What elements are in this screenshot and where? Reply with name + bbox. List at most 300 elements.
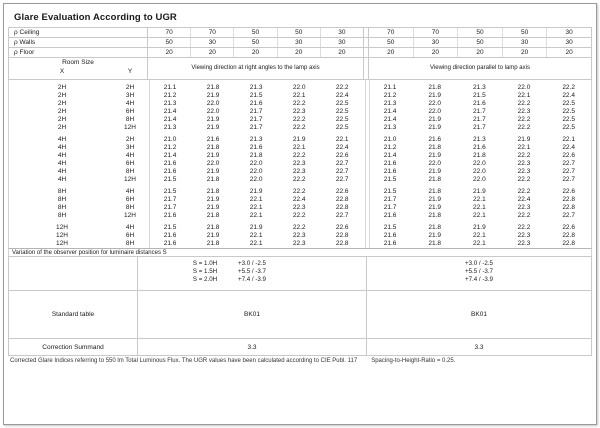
- reflectance-value: 20: [148, 48, 191, 57]
- room-size-x: 2H: [57, 124, 67, 131]
- ugr-values-right: [368, 240, 591, 248]
- ugr-value: 22.2: [292, 124, 306, 131]
- correction-summand-row: [8, 338, 592, 356]
- variation-label-cell: [9, 257, 138, 290]
- ugr-row: [9, 144, 591, 152]
- reflectance-values-left: [148, 38, 364, 47]
- ugr-values-left: [149, 196, 364, 204]
- ugr-value: 21.6: [473, 100, 486, 107]
- ugr-value: 21.8: [206, 176, 220, 183]
- ugr-row-roomsize: [9, 100, 149, 108]
- standard-table-label: Standard table: [9, 291, 138, 338]
- ugr-value: 22.0: [249, 168, 263, 175]
- ugr-row: [9, 232, 591, 240]
- ugr-value: 22.0: [428, 100, 442, 107]
- ugr-value: 21.9: [206, 168, 220, 175]
- reflectance-value: 20: [338, 49, 346, 56]
- ugr-row: [9, 152, 591, 160]
- variation-s-label: S = 1.0H: [192, 260, 218, 267]
- ugr-value: 21.6: [249, 100, 263, 107]
- variation-line: [138, 260, 366, 268]
- ugr-values-left: [149, 176, 364, 184]
- ugr-value: 22.0: [206, 100, 220, 107]
- ugr-value: 21.9: [249, 188, 263, 195]
- room-size-x: 8H: [57, 212, 67, 219]
- room-size-x: 4H: [57, 160, 67, 167]
- ugr-value: 22.8: [335, 204, 349, 211]
- ugr-value: 21.8: [428, 188, 442, 195]
- ugr-value: 22.0: [249, 160, 263, 167]
- ugr-value: 21.9: [428, 196, 442, 203]
- ugr-row-roomsize: [9, 212, 149, 220]
- ugr-value: 21.4: [383, 152, 397, 159]
- ugr-value: 21.4: [383, 116, 397, 123]
- reflectance-value: 20: [503, 48, 548, 57]
- ugr-values-right: [368, 232, 591, 240]
- ugr-values-left: [149, 124, 364, 132]
- ugr-value: 21.3: [383, 124, 397, 131]
- reflectance-value: 20: [565, 49, 573, 56]
- ugr-value: 21.4: [163, 152, 177, 159]
- ugr-value: 22.5: [335, 108, 349, 115]
- ugr-row-roomsize: [9, 160, 149, 168]
- reflectance-value: 50: [148, 38, 191, 47]
- ugr-value: 22.1: [562, 136, 575, 143]
- ugr-value: 22.2: [517, 116, 531, 123]
- ugr-row: [9, 168, 591, 176]
- room-size-x: 2H: [57, 100, 67, 107]
- ugr-values-right: [368, 108, 591, 116]
- ugr-value: 22.7: [335, 212, 349, 219]
- ugr-value: 21.5: [163, 176, 177, 183]
- ugr-value: 22.6: [335, 224, 349, 231]
- ugr-value: 22.1: [473, 196, 486, 203]
- ugr-value: 21.9: [428, 232, 442, 239]
- ugr-value: 21.8: [206, 144, 220, 151]
- ugr-value: 22.3: [292, 204, 306, 211]
- ugr-values-right: [368, 136, 591, 144]
- variation-header-row: [8, 248, 592, 256]
- ugr-value: 21.6: [383, 168, 397, 175]
- ugr-value: 22.1: [249, 240, 263, 247]
- ugr-value: 21.7: [473, 124, 486, 131]
- ugr-value: 22.7: [335, 168, 349, 175]
- room-size-x: 2H: [57, 108, 67, 115]
- room-size-x: 8H: [57, 188, 67, 195]
- ugr-value: 21.9: [428, 168, 442, 175]
- ugr-value: 21.6: [383, 160, 397, 167]
- ugr-value: 21.1: [163, 84, 177, 91]
- ugr-value: 22.0: [517, 84, 531, 91]
- ugr-value: 22.7: [335, 176, 349, 183]
- room-size-y: 4H: [125, 152, 135, 159]
- ugr-value: 21.8: [206, 212, 220, 219]
- room-size-x: 4H: [57, 144, 67, 151]
- reflectance-value: 20: [414, 48, 459, 57]
- ugr-row-roomsize: [9, 196, 149, 204]
- reflectance-values-right: [368, 38, 592, 47]
- ugr-values-left: [149, 168, 364, 176]
- ugr-values-left: [149, 160, 364, 168]
- ugr-value: 21.9: [473, 224, 486, 231]
- ugr-value: 21.2: [163, 144, 177, 151]
- variation-line: [138, 276, 366, 284]
- ugr-value: 21.6: [383, 232, 397, 239]
- ugr-value: 21.9: [292, 136, 306, 143]
- ugr-value: 22.7: [562, 176, 575, 183]
- room-size-x: 12H: [56, 232, 68, 239]
- ugr-values-left: [149, 116, 364, 124]
- variation-title: Variation of the observer position for luminaire distances S: [12, 250, 167, 256]
- ugr-values-right: [368, 152, 591, 160]
- ugr-value: 21.6: [473, 144, 486, 151]
- room-size-x: 12H: [56, 240, 68, 247]
- ugr-values-right: [368, 92, 591, 100]
- ugr-value: 22.7: [562, 212, 575, 219]
- ugr-value: 22.0: [249, 176, 263, 183]
- ugr-value: 21.9: [206, 196, 220, 203]
- room-size-x: 4H: [57, 152, 67, 159]
- ugr-values-left: [149, 224, 364, 232]
- ugr-value: 22.1: [249, 196, 263, 203]
- ugr-row-roomsize: [9, 108, 149, 116]
- reflectance-value: 50: [369, 38, 414, 47]
- variation-s-label: S = 2.0H: [192, 276, 218, 283]
- ugr-values-right: [368, 160, 591, 168]
- ugr-value: 21.8: [206, 188, 220, 195]
- ugr-values-right: [368, 144, 591, 152]
- ugr-value: 22.8: [562, 232, 575, 239]
- ugr-value: 21.8: [428, 144, 442, 151]
- room-size-y: 4H: [125, 188, 135, 195]
- ugr-value: 21.9: [473, 188, 486, 195]
- ugr-value: 21.9: [517, 136, 531, 143]
- room-size-x: 2H: [57, 92, 67, 99]
- ugr-value: 22.2: [517, 152, 531, 159]
- room-size-y: 4H: [125, 100, 135, 107]
- room-size-x: 8H: [57, 196, 67, 203]
- variation-right-value: +3.0 / -2.5: [464, 260, 494, 267]
- ugr-value: 22.0: [473, 168, 486, 175]
- room-size-y: 6H: [125, 232, 135, 239]
- room-size-y: 4H: [125, 224, 135, 231]
- ugr-value: 22.0: [206, 160, 220, 167]
- ugr-values-left: [149, 152, 364, 160]
- reflectance-value: 20: [278, 48, 321, 57]
- ugr-value: 22.6: [562, 188, 575, 195]
- ugr-value: 21.6: [249, 144, 263, 151]
- ugr-values-left: [149, 232, 364, 240]
- ugr-value: 22.1: [335, 136, 349, 143]
- ugr-value: 22.3: [517, 160, 531, 167]
- ugr-value: 22.2: [292, 152, 306, 159]
- ugr-value: 21.6: [163, 160, 177, 167]
- variation-left-value: +5.5 / -3.7: [237, 268, 267, 275]
- ugr-value: 22.4: [335, 92, 349, 99]
- ugr-row-roomsize: [9, 224, 149, 232]
- ugr-value: 22.2: [292, 224, 306, 231]
- room-size-y: 8H: [125, 168, 135, 175]
- ugr-values-right: [368, 224, 591, 232]
- ugr-value: 21.5: [473, 92, 486, 99]
- ugr-value: 22.2: [517, 124, 531, 131]
- footer-note: [8, 358, 592, 364]
- ugr-value: 22.3: [292, 160, 306, 167]
- room-size-x: 2H: [57, 116, 67, 123]
- ugr-value: 21.2: [383, 144, 397, 151]
- table-header: [8, 57, 592, 80]
- ugr-value: 21.9: [428, 92, 442, 99]
- reflectance-value: 30: [338, 39, 346, 46]
- ugr-row: [9, 92, 591, 100]
- reflectance-value: 30: [565, 39, 573, 46]
- ugr-value: 21.5: [163, 224, 177, 231]
- ugr-value: 22.2: [562, 84, 575, 91]
- ugr-values-left: [149, 212, 364, 220]
- ugr-values-left: [149, 188, 364, 196]
- ugr-value: 22.1: [292, 92, 306, 99]
- ugr-value: 21.9: [428, 204, 442, 211]
- ugr-row: [9, 204, 591, 212]
- reflectance-row: [8, 38, 592, 48]
- ugr-value: 21.4: [383, 108, 397, 115]
- ugr-value: 21.9: [206, 204, 220, 211]
- ugr-value: 22.3: [517, 204, 531, 211]
- ugr-value: 22.3: [292, 240, 306, 247]
- reflectance-values-right: [368, 28, 592, 37]
- variation-line: [138, 268, 366, 276]
- variation-left-cell: [138, 257, 367, 290]
- ugr-values-right: [368, 116, 591, 124]
- ugr-value: 22.0: [206, 108, 220, 115]
- reflectance-row: [8, 28, 592, 38]
- reflectance-row-label: ρ Walls: [8, 38, 148, 47]
- ugr-value: 21.6: [206, 136, 220, 143]
- ugr-values-right: [368, 176, 591, 184]
- ugr-value: 22.3: [517, 240, 531, 247]
- correction-summand-right-value: 3.3: [474, 343, 484, 351]
- reflectance-values-left: [148, 48, 364, 57]
- ugr-value: 21.3: [473, 84, 486, 91]
- ugr-value: 21.8: [428, 224, 442, 231]
- ugr-value: 21.2: [383, 92, 397, 99]
- ugr-value: 22.4: [292, 196, 306, 203]
- ugr-value: 22.2: [517, 100, 531, 107]
- room-size-x: 12H: [56, 224, 68, 231]
- ugr-value: 22.3: [517, 108, 531, 115]
- ugr-value: 21.9: [206, 92, 220, 99]
- ugr-value: 22.6: [335, 188, 349, 195]
- ugr-value: 21.5: [383, 188, 397, 195]
- room-size-y: 12H: [124, 212, 136, 219]
- footer-shr: Spacing-to-Height-Ratio = 0.25.: [371, 358, 456, 364]
- ugr-row-roomsize: [9, 144, 149, 152]
- ugr-values-right: [368, 188, 591, 196]
- ugr-value: 21.7: [473, 116, 486, 123]
- ugr-row: [9, 136, 591, 144]
- ugr-value: 21.5: [249, 92, 263, 99]
- ugr-value: 22.0: [473, 160, 486, 167]
- correction-summand-left-value: 3.3: [138, 339, 367, 355]
- ugr-value: 22.3: [517, 232, 531, 239]
- ugr-value: 21.7: [249, 108, 263, 115]
- ugr-values-right: [368, 212, 591, 220]
- room-size-y: 2H: [125, 136, 135, 143]
- ugr-value: 22.6: [562, 152, 575, 159]
- ugr-value: 21.3: [249, 84, 263, 91]
- room-size-y: 3H: [125, 92, 135, 99]
- viewing-direction-left-header: Viewing direction at right angles to the lamp axis: [148, 57, 364, 79]
- ugr-value: 22.5: [335, 100, 349, 107]
- ugr-row-roomsize: [9, 116, 149, 124]
- reflectance-value: 30: [191, 38, 234, 47]
- ugr-values-left: [149, 204, 364, 212]
- ugr-value: 22.1: [473, 204, 486, 211]
- ugr-row-roomsize: [9, 84, 149, 92]
- reflectance-value: 50: [234, 28, 277, 37]
- ugr-value: 21.9: [428, 124, 442, 131]
- ugr-value: 21.8: [428, 240, 442, 247]
- room-size-header-cell: [8, 57, 148, 79]
- ugr-value: 21.7: [473, 108, 486, 115]
- room-size-y: 6H: [125, 160, 135, 167]
- report-page: [3, 3, 597, 425]
- ugr-row-roomsize: [9, 188, 149, 196]
- ugr-value: 22.5: [335, 124, 349, 131]
- room-size-y: 8H: [125, 116, 135, 123]
- ugr-values-right: [368, 204, 591, 212]
- ugr-row: [9, 224, 591, 232]
- viewing-direction-right-header: Viewing direction parallel to lamp axis: [368, 57, 592, 79]
- grid-line-vertical: [149, 80, 150, 248]
- room-size-y: 6H: [125, 196, 135, 203]
- reflectance-value: 50: [234, 38, 277, 47]
- ugr-row: [9, 212, 591, 220]
- ugr-value: 22.7: [562, 168, 575, 175]
- ugr-value: 22.3: [292, 232, 306, 239]
- ugr-value: 21.8: [206, 224, 220, 231]
- ugr-value: 21.8: [206, 84, 220, 91]
- ugr-value: 21.6: [383, 212, 397, 219]
- ugr-value: 21.9: [206, 232, 220, 239]
- ugr-row: [9, 240, 591, 248]
- ugr-value: 22.3: [517, 168, 531, 175]
- ugr-row: [9, 196, 591, 204]
- ugr-value: 22.1: [249, 212, 263, 219]
- ugr-value: 21.8: [428, 176, 442, 183]
- ugr-value: 22.2: [335, 84, 349, 91]
- ugr-value: 22.2: [517, 212, 531, 219]
- ugr-row: [9, 116, 591, 124]
- ugr-value: 22.4: [562, 92, 575, 99]
- reflectance-value: 20: [369, 48, 414, 57]
- ugr-row: [9, 108, 591, 116]
- reflectance-values-left: [148, 28, 364, 37]
- room-size-y: 8H: [125, 240, 135, 247]
- reflectance-value: 50: [458, 38, 503, 47]
- ugr-row-roomsize: [9, 176, 149, 184]
- room-size-y: 3H: [125, 144, 135, 151]
- ugr-value: 22.3: [292, 168, 306, 175]
- ugr-value: 21.6: [163, 240, 177, 247]
- variation-s-label: S = 1.5H: [192, 268, 218, 275]
- ugr-value: 21.4: [163, 108, 177, 115]
- ugr-value: 21.4: [163, 116, 177, 123]
- reflectance-values-right: [368, 48, 592, 57]
- ugr-value: 22.5: [562, 116, 575, 123]
- standard-table-right-value: BK01: [471, 311, 487, 318]
- ugr-value: 22.0: [428, 160, 442, 167]
- ugr-value: 22.2: [517, 176, 531, 183]
- reflectance-value: 20: [191, 48, 234, 57]
- ugr-value: 21.3: [249, 136, 263, 143]
- ugr-value: 21.6: [163, 232, 177, 239]
- standard-table-left-value: BK01: [138, 291, 367, 338]
- page-title: Glare Evaluation According to UGR: [14, 12, 177, 23]
- ugr-value: 21.6: [428, 136, 442, 143]
- ugr-value: 22.2: [517, 224, 531, 231]
- ugr-value: 22.3: [292, 108, 306, 115]
- ugr-value: 22.6: [562, 224, 575, 231]
- ugr-value: 22.0: [473, 176, 486, 183]
- ugr-value: 22.1: [249, 204, 263, 211]
- ugr-value: 21.5: [383, 224, 397, 231]
- ugr-row: [9, 160, 591, 168]
- ugr-value: 21.6: [163, 212, 177, 219]
- ugr-value: 21.8: [428, 212, 442, 219]
- ugr-value: 21.8: [249, 152, 263, 159]
- ugr-values-right: [368, 196, 591, 204]
- ugr-value: 22.6: [335, 152, 349, 159]
- ugr-value: 21.5: [163, 188, 177, 195]
- ugr-values-left: [149, 240, 364, 248]
- ugr-value: 21.7: [163, 204, 177, 211]
- ugr-value: 22.5: [562, 100, 575, 107]
- grid-line-vertical: [365, 80, 366, 248]
- ugr-row-roomsize: [9, 232, 149, 240]
- ugr-row: [9, 188, 591, 196]
- room-size-x: 4H: [57, 168, 67, 175]
- ugr-values-left: [149, 144, 364, 152]
- ugr-value: 21.9: [428, 152, 442, 159]
- room-size-x: 8H: [57, 204, 67, 211]
- ugr-values-left: [149, 92, 364, 100]
- room-size-y: 6H: [125, 108, 135, 115]
- ugr-value: 21.9: [206, 152, 220, 159]
- ugr-values-left: [149, 84, 364, 92]
- ugr-values-right: [368, 84, 591, 92]
- ugr-value: 22.4: [562, 144, 575, 151]
- ugr-value: 22.2: [292, 212, 306, 219]
- ugr-value: 21.8: [428, 84, 442, 91]
- column-header-x: X: [59, 68, 65, 75]
- ugr-values-left: [149, 136, 364, 144]
- reflectance-value: 30: [565, 29, 573, 36]
- ugr-value: 22.2: [517, 188, 531, 195]
- ugr-values-right: [368, 124, 591, 132]
- ugr-values-right: [368, 100, 591, 108]
- ugr-value: 22.0: [428, 108, 442, 115]
- reflectance-value: 70: [414, 28, 459, 37]
- reflectance-row-label: ρ Ceiling: [8, 28, 148, 37]
- room-size-title: Room Size: [62, 59, 94, 66]
- ugr-value: 22.1: [517, 92, 531, 99]
- ugr-value: 21.9: [206, 124, 220, 131]
- ugr-value: 22.2: [292, 116, 306, 123]
- ugr-row-roomsize: [9, 204, 149, 212]
- ugr-row: [9, 124, 591, 132]
- ugr-value: 22.5: [562, 108, 575, 115]
